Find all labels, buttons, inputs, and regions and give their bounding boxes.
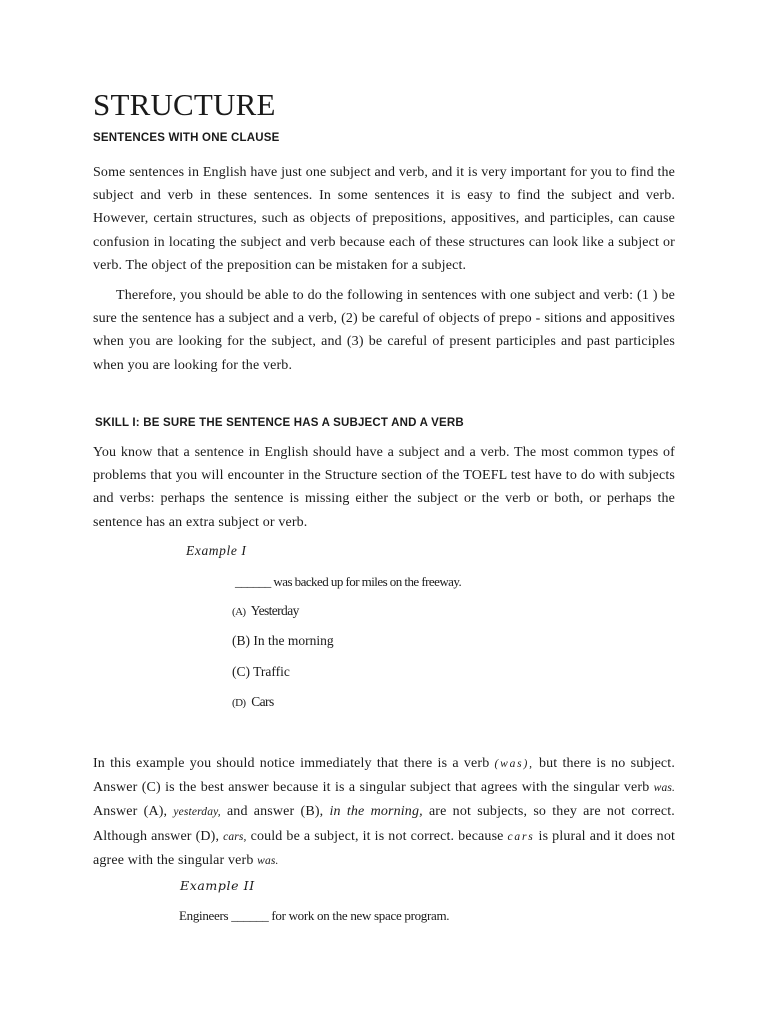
explanation-term: cars <box>507 830 535 843</box>
option-key: (C) <box>232 664 250 679</box>
intro-paragraph: Some sentences in English have just one subject and verb, and it is very important for you to find the subject and verb in these sentences. In some sentences it is easy to find the subject and verb. However, certain structures, such as objects of prepositions, appositives, and participles, can cause confusion in locating the subject and verb because each of these structures can look like a subject or verb. The object of the preposition can be mistaken for a subject. <box>93 165 675 273</box>
option-text: Traffic <box>253 664 290 679</box>
page-title: STRUCTURE <box>93 87 276 122</box>
therefore-paragraph: Therefore, you should be able to do the following in sentences with one subject and verb: (1 ) be sure the sentence has a subject and a verb, (2) be careful of objects of prepo - sitions and appositives when you are looking for the subject, and (3) be careful of present participles and past participles when you are looking for the verb. <box>93 288 675 373</box>
document-page <box>93 0 675 1024</box>
explanation-term: was. <box>257 854 279 867</box>
example-2-question: Engineers ______ for work on the new space program. <box>179 908 450 923</box>
explanation-term: in the morning, <box>329 804 423 820</box>
option-text: Yesterday <box>250 603 299 618</box>
explanation-text: is plural and it does not agree with the singular verb <box>93 828 676 868</box>
option-c <box>232 664 290 680</box>
example-1-label: Example I <box>186 543 247 558</box>
explanation-term: yesterday, <box>173 806 221 819</box>
option-b <box>232 633 334 649</box>
skill-paragraph: You know that a sentence in English should have a subject and a verb. The most common types of problems that you will encounter in the Structure section of the TOEFL test have to do with subjects and verbs: perhaps the sentence is missing either the subject or the verb or both, or perhaps the sentence has an extra subject or verb. <box>93 445 675 530</box>
explanation-paragraph <box>93 752 675 873</box>
option-text: In the morning <box>253 633 334 648</box>
explanation-text: In this example you should notice immediately that there is a verb <box>93 756 490 771</box>
explanation-text: are not subjects, so they are not correct. Although answer (D), <box>93 804 675 844</box>
skill-heading: SKILL I: BE SURE THE SENTENCE HAS A SUBJECT AND A VERB <box>95 417 464 429</box>
example-2-label: Example II <box>180 878 255 893</box>
section-heading: SENTENCES WITH ONE CLAUSE <box>93 132 280 144</box>
option-key: (B) <box>232 633 250 648</box>
explanation-term: was. <box>653 782 675 795</box>
explanation-term: (was), <box>494 758 534 770</box>
example-1-question: ______ was backed up for miles on the freeway. <box>235 574 462 589</box>
option-key: (D) <box>232 697 246 709</box>
option-key: (A) <box>232 606 246 618</box>
explanation-text: but there is no subject. Answer (C) is the best answer because it is a singular subject that agrees with the singular verb <box>93 756 675 796</box>
option-text: Cars <box>251 694 274 709</box>
explanation-term: cars, <box>223 830 247 843</box>
option-d <box>232 694 274 710</box>
explanation-text: could be a subject, it is not correct. because <box>250 828 504 844</box>
option-a <box>232 603 299 619</box>
explanation-text: Answer (A), <box>93 804 168 820</box>
explanation-text: and answer (B), <box>226 804 324 820</box>
